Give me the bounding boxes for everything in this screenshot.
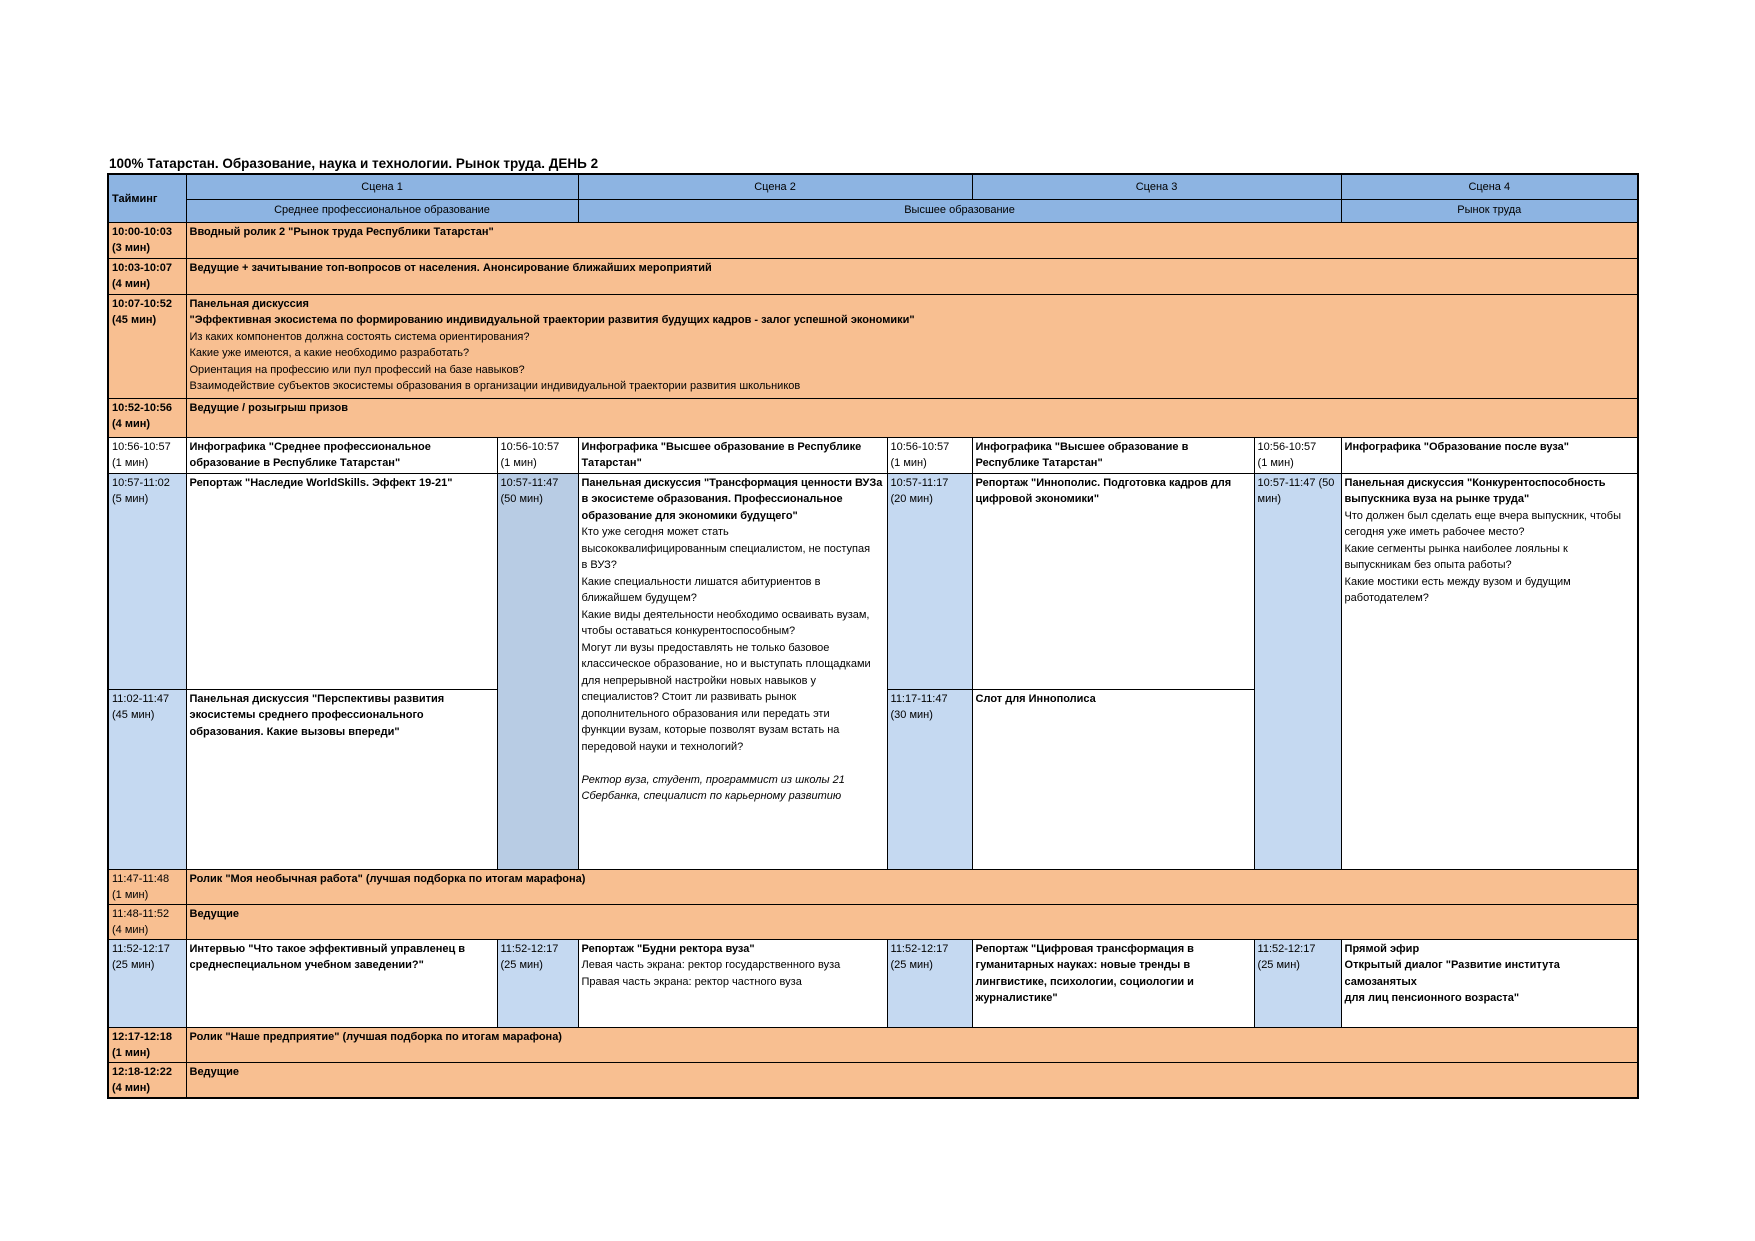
table-row bbox=[108, 1062, 1638, 1098]
timing-cell: 10:57-11:17 (20 мин) bbox=[887, 473, 972, 689]
event-cell: Инфографика "Образование после вуза" bbox=[1341, 437, 1638, 473]
table-row bbox=[108, 398, 1638, 437]
event-cell: Ведущие / розыгрыш призов bbox=[186, 398, 1638, 437]
timing-cell: 12:17-12:18 (1 мин) bbox=[108, 1027, 186, 1062]
panel-discussion-cell: Панельная дискуссия "Эффективная экосистема по формированию индивидуальной траектории развития будущих кадров - залог успешной экономики" Из каких компонентов должна состоять система ориентирования? Какие уже имеются, а какие необходимо разработать? Ориентация на профессию или пул профессий на базе навыков? Взаимодействие субъектов экосистемы образования в организации индивидуальной траектории развития школьников bbox=[186, 294, 1638, 398]
timing-cell: 10:57-11:47 (50 мин) bbox=[1254, 473, 1341, 869]
event-cell: Интервью "Что такое эффективный управленец в среднеспециальном учебном заведении?" bbox=[186, 939, 497, 1027]
table-row bbox=[108, 904, 1638, 939]
timing-cell: 10:07-10:52 (45 мин) bbox=[108, 294, 186, 398]
header-scene-4: Сцена 4 bbox=[1341, 174, 1638, 199]
event-cell: Репортаж "Цифровая трансформация в гуманитарных науках: новые тренды в лингвистике, психологии, социологии и журналистике" bbox=[972, 939, 1254, 1027]
event-cell: Ролик "Наше предприятие" (лучшая подборка по итогам марафона) bbox=[186, 1027, 1638, 1062]
event-cell: Ведущие bbox=[186, 904, 1638, 939]
table-row bbox=[108, 1027, 1638, 1062]
document-title: 100% Татарстан. Образование, наука и технологии. Рынок труда. ДЕНЬ 2 bbox=[109, 156, 599, 171]
timing-cell: 11:47-11:48 (1 мин) bbox=[108, 869, 186, 904]
event-cell: Вводный ролик 2 "Рынок труда Республики Татарстан" bbox=[186, 222, 1638, 258]
timing-cell: 10:03-10:07 (4 мин) bbox=[108, 258, 186, 294]
panel-discussion-vuz-cell: Панельная дискуссия "Трансформация ценности ВУЗа в экосистеме образования. Профессиональное образование для экономики будущего" Кто уже сегодня может стать высококвалифицированным специалистом, не поступая в ВУЗ? Какие специальности лишатся абитуриентов в ближайшем будущем? Какие виды деятельности необходимо осваивать вузам, чтобы оставаться конкурентоспособным? Могут ли вузы предоставлять не только базовое классическое образование, но и выступать площадками для непрерывной настройки новых навыков у специалистов? Стоит ли развивать рынок дополнительного образования или передать эти функции вузам, которые позволят вузам встать на передовой науки и технологий? Ректор вуза, студент, программист из школы 21 Сбербанка, специалист по карьерному развитию bbox=[578, 473, 887, 869]
header-row-tracks bbox=[108, 199, 1638, 222]
panel-discussion-labor-cell: Панельная дискуссия "Конкурентоспособность выпускника вуза на рынке труда" Что должен был сделать еще вчера выпускник, чтобы сегодня уже иметь рабочее место? Какие сегменты рынка наиболее лояльны к выпускникам без опыта работы? Какие мостики есть между вузом и будущим работодателем? bbox=[1341, 473, 1638, 869]
event-cell: Инфографика "Среднее профессиональное образование в Республике Татарстан" bbox=[186, 437, 497, 473]
timing-cell: 10:56-10:57 (1 мин) bbox=[108, 437, 186, 473]
event-cell: Репортаж "Наследие WorldSkills. Эффект 19-21" bbox=[186, 473, 497, 689]
timing-cell: 10:52-10:56 (4 мин) bbox=[108, 398, 186, 437]
header-row-scenes bbox=[108, 174, 1638, 199]
table-row bbox=[108, 258, 1638, 294]
event-cell: Прямой эфир Открытый диалог "Развитие института самозанятых для лиц пенсионного возраста" bbox=[1341, 939, 1638, 1027]
event-cell: Инфографика "Высшее образование в Республике Татарстан" bbox=[972, 437, 1254, 473]
event-cell: Инфографика "Высшее образование в Республике Татарстан" bbox=[578, 437, 887, 473]
timing-cell: 11:48-11:52 (4 мин) bbox=[108, 904, 186, 939]
timing-cell: 11:17-11:47 (30 мин) bbox=[887, 689, 972, 869]
table-row bbox=[108, 294, 1638, 398]
event-cell: Репортаж "Будни ректора вуза" Левая часть экрана: ректор государственного вуза Правая часть экрана: ректор частного вуза bbox=[578, 939, 887, 1027]
timing-cell: 11:52-12:17 (25 мин) bbox=[108, 939, 186, 1027]
table-row bbox=[108, 939, 1638, 1027]
header-timing: Тайминг bbox=[108, 174, 186, 222]
schedule-table bbox=[107, 173, 1639, 1099]
table-row bbox=[108, 473, 1638, 689]
timing-cell: 12:18-12:22 (4 мин) bbox=[108, 1062, 186, 1098]
header-track-higher: Высшее образование bbox=[578, 199, 1341, 222]
timing-cell: 10:56-10:57 (1 мин) bbox=[1254, 437, 1341, 473]
header-scene-1: Сцена 1 bbox=[186, 174, 578, 199]
table-row bbox=[108, 222, 1638, 258]
timing-cell: 11:52-12:17 (25 мин) bbox=[1254, 939, 1341, 1027]
timing-cell: 10:56-10:57 (1 мин) bbox=[497, 437, 578, 473]
event-cell: Ведущие bbox=[186, 1062, 1638, 1098]
event-cell: Ролик "Моя необычная работа" (лучшая подборка по итогам марафона) bbox=[186, 869, 1638, 904]
event-cell: Панельная дискуссия "Перспективы развития экосистемы среднего профессионального образования. Какие вызовы впереди" bbox=[186, 689, 497, 869]
timing-cell: 10:57-11:47 (50 мин) bbox=[497, 473, 578, 869]
event-cell: Слот для Иннополиса bbox=[972, 689, 1254, 869]
header-track-labor: Рынок труда bbox=[1341, 199, 1638, 222]
header-scene-2: Сцена 2 bbox=[578, 174, 972, 199]
event-cell: Ведущие + зачитывание топ-вопросов от населения. Анонсирование ближайших мероприятий bbox=[186, 258, 1638, 294]
event-cell: Репортаж "Иннополис. Подготовка кадров для цифровой экономики" bbox=[972, 473, 1254, 689]
timing-cell: 10:00-10:03 (3 мин) bbox=[108, 222, 186, 258]
timing-cell: 11:02-11:47 (45 мин) bbox=[108, 689, 186, 869]
timing-cell: 10:56-10:57 (1 мин) bbox=[887, 437, 972, 473]
header-track-spo: Среднее профессиональное образование bbox=[186, 199, 578, 222]
timing-cell: 10:57-11:02 (5 мин) bbox=[108, 473, 186, 689]
timing-cell: 11:52-12:17 (25 мин) bbox=[497, 939, 578, 1027]
timing-cell: 11:52-12:17 (25 мин) bbox=[887, 939, 972, 1027]
table-row bbox=[108, 869, 1638, 904]
table-row bbox=[108, 437, 1638, 473]
header-scene-3: Сцена 3 bbox=[972, 174, 1341, 199]
